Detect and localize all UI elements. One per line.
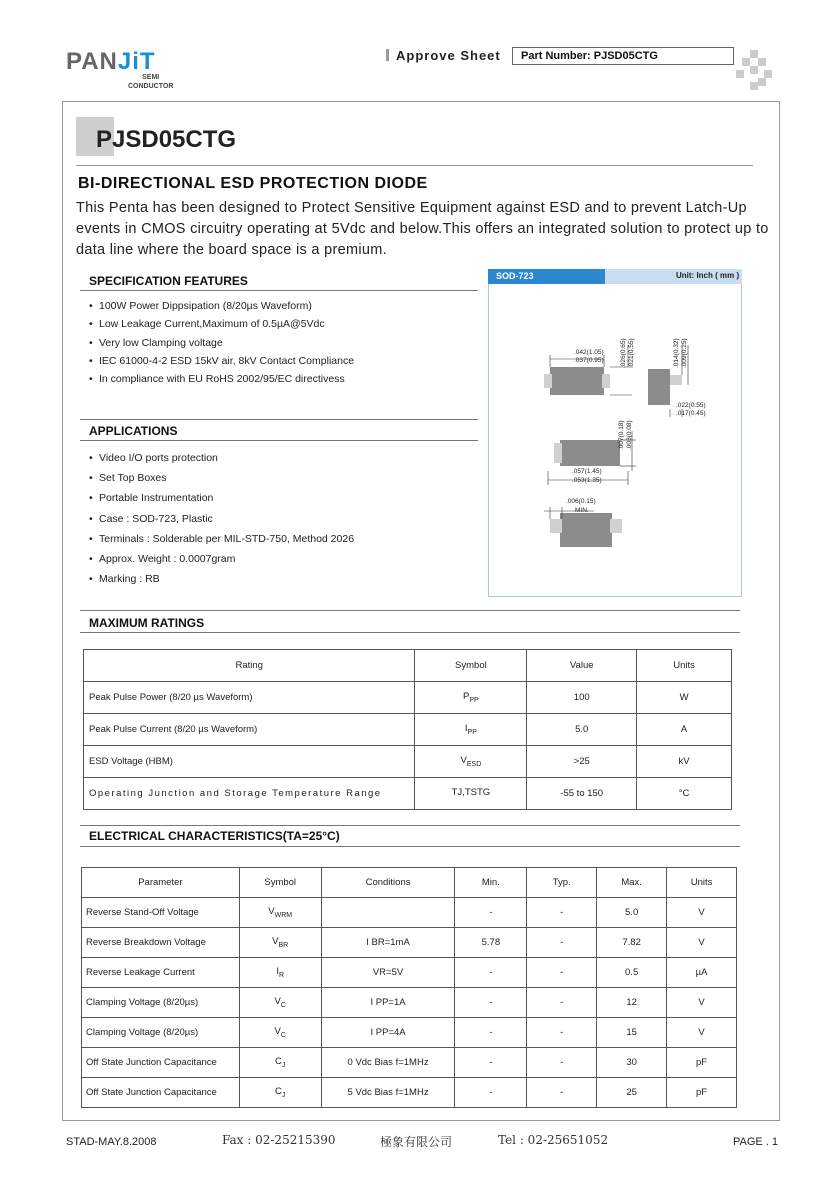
elec-max-cell: 15 xyxy=(597,1018,667,1048)
rating-symbol-subscript: PP xyxy=(469,696,479,704)
dim-bottom-height-min: .003(0.08) xyxy=(626,420,633,450)
rating-units-cell: kV xyxy=(637,746,732,778)
spec-feature-item: • In compliance with EU RoHS 2002/95/EC directivess xyxy=(89,370,354,388)
package-outline-drawing xyxy=(488,285,742,597)
elec-parameter-cell: Clamping Voltage (8/20µs) xyxy=(82,1018,240,1048)
spec-feature-item: • Very low Clamping voltage xyxy=(89,334,354,352)
elec-row xyxy=(82,1018,737,1048)
rating-symbol-cell xyxy=(415,778,527,810)
elec-row xyxy=(82,898,737,928)
logo-subtitle xyxy=(128,73,173,91)
dim-side-lead-max: .022(0.55) xyxy=(676,402,706,409)
elec-min-cell: - xyxy=(455,958,527,988)
elec-typ-cell: - xyxy=(527,1048,597,1078)
elec-row xyxy=(82,1078,737,1108)
elec-max-cell: 25 xyxy=(597,1078,667,1108)
dim-bottom-height-max: .007(0.18) xyxy=(618,420,625,450)
elec-conditions-cell: I BR=1mA xyxy=(321,928,455,958)
logo-jit-text: JiT xyxy=(117,48,156,75)
max-ratings-row xyxy=(84,714,732,746)
elec-typ-cell: - xyxy=(527,928,597,958)
footer-tel: Tel : 02-25651052 xyxy=(498,1133,609,1147)
package-name: SOD-723 xyxy=(488,269,605,284)
application-item: • Portable Instrumentation xyxy=(89,488,354,508)
elec-symbol-subscript: C xyxy=(280,1001,286,1009)
max-ratings-header-cell: Rating xyxy=(84,650,415,682)
application-item: • Terminals : Solderable per MIL-STD-750, Method 2026 xyxy=(89,529,354,549)
rating-symbol-subscript: ESD xyxy=(466,760,482,768)
elec-parameter-cell: Reverse Leakage Current xyxy=(82,958,240,988)
elec-max-cell: 12 xyxy=(597,988,667,1018)
elec-max-cell: 5.0 xyxy=(597,898,667,928)
elec-header-cell: Conditions xyxy=(321,868,455,898)
rating-symbol-cell xyxy=(415,714,527,746)
rating-name-cell: Peak Pulse Power (8/20 µs Waveform) xyxy=(84,682,415,714)
max-ratings-header-cell: Value xyxy=(527,650,637,682)
max-ratings-table xyxy=(83,649,732,810)
max-ratings-top-divider xyxy=(80,610,740,611)
checker-decoration-icon xyxy=(736,50,772,90)
elec-min-cell: - xyxy=(455,988,527,1018)
rating-name-cell: ESD Voltage (HBM) xyxy=(84,746,415,778)
elec-min-cell: 5.78 xyxy=(455,928,527,958)
application-item: • Case : SOD-723, Plastic xyxy=(89,509,354,529)
dim-bottom-length-min: .053(1.35) xyxy=(572,477,602,484)
elec-header-cell: Typ. xyxy=(527,868,597,898)
elec-min-cell: - xyxy=(455,1018,527,1048)
rating-units-cell: W xyxy=(637,682,732,714)
elec-symbol-cell xyxy=(239,928,321,958)
elec-symbol: V xyxy=(268,906,275,918)
elec-symbol-subscript: J xyxy=(281,1061,286,1069)
elec-parameter-cell: Off State Junction Capacitance xyxy=(82,1048,240,1078)
spec-features-divider xyxy=(80,290,478,291)
max-ratings-heading: MAXIMUM RATINGS xyxy=(89,616,205,630)
spec-feature-item: • IEC 61000-4-2 ESD 15kV air, 8kV Contact Compliance xyxy=(89,352,354,370)
elec-conditions-cell: 5 Vdc Bias f=1MHz xyxy=(321,1078,455,1108)
rating-symbol: V xyxy=(460,755,467,767)
elec-symbol: V xyxy=(272,936,279,948)
elec-units-cell: V xyxy=(667,898,737,928)
rating-value-cell: 5.0 xyxy=(527,714,637,746)
dim-side-height-min: .009(0.25) xyxy=(681,338,688,368)
elec-symbol: I xyxy=(276,966,279,978)
elec-row xyxy=(82,958,737,988)
applications-divider xyxy=(80,440,478,441)
elec-conditions-cell: VR=5V xyxy=(321,958,455,988)
package-unit: Unit: Inch ( mm ) xyxy=(676,271,740,280)
elec-header-cell: Units xyxy=(667,868,737,898)
rating-value-cell: 100 xyxy=(527,682,637,714)
footer-fax: Fax : 02-25215390 xyxy=(222,1133,336,1147)
application-item: • Set Top Boxes xyxy=(89,468,354,488)
elec-parameter-cell: Off State Junction Capacitance xyxy=(82,1078,240,1108)
applications-list xyxy=(89,448,354,589)
rating-symbol-subscript: PP xyxy=(467,728,477,736)
dim-lead-min-label: MIN. xyxy=(575,507,589,514)
max-ratings-header-cell: Units xyxy=(637,650,732,682)
elec-header-cell: Min. xyxy=(455,868,527,898)
elec-conditions-cell: I PP=1A xyxy=(321,988,455,1018)
dim-bottom-length-max: .057(1.45) xyxy=(572,468,602,475)
elec-symbol: C xyxy=(275,1056,282,1068)
max-ratings-row xyxy=(84,682,732,714)
max-ratings-row xyxy=(84,746,732,778)
application-item: • Approx. Weight : 0.0007gram xyxy=(89,549,354,569)
rating-value-cell: -55 to 150 xyxy=(527,778,637,810)
footer-company: 極象有限公司 xyxy=(380,1135,453,1149)
elec-max-cell: 30 xyxy=(597,1048,667,1078)
rating-units-cell: °C xyxy=(637,778,732,810)
rating-value-cell: >25 xyxy=(527,746,637,778)
elec-max-cell: 7.82 xyxy=(597,928,667,958)
application-item: • Marking : RB xyxy=(89,569,354,589)
elec-heading: ELECTRICAL CHARACTERISTICS(TA=25°C) xyxy=(89,829,340,843)
elec-symbol-subscript: WRM xyxy=(274,911,293,919)
logo-semi-text: SEMI xyxy=(142,74,160,81)
dim-top-width-min: .021(0.55) xyxy=(628,338,635,368)
elec-units-cell: pF xyxy=(667,1078,737,1108)
spec-features-list xyxy=(89,297,354,388)
max-ratings-header-cell: Symbol xyxy=(415,650,527,682)
elec-symbol-cell xyxy=(239,958,321,988)
dim-side-height-max: .014(0.32) xyxy=(673,338,680,368)
elec-min-cell: - xyxy=(455,1078,527,1108)
elec-symbol: C xyxy=(275,1086,282,1098)
rating-name-cell: Operating Junction and Storage Temperature Range xyxy=(84,778,415,810)
title-divider xyxy=(76,165,753,166)
approve-sheet-label: Approve Sheet xyxy=(386,48,501,63)
elec-row xyxy=(82,988,737,1018)
elec-conditions-cell xyxy=(321,898,455,928)
spec-features-heading: SPECIFICATION FEATURES xyxy=(89,274,248,288)
dim-side-lead-min: .017(0.45) xyxy=(676,410,706,417)
footer-page-number: PAGE . 1 xyxy=(733,1136,779,1148)
elec-units-cell: V xyxy=(667,1018,737,1048)
elec-symbol-subscript: BR xyxy=(278,941,289,949)
elec-top-divider xyxy=(80,825,740,826)
dim-top-width-max: .026(0.65) xyxy=(620,338,627,368)
elec-min-cell: - xyxy=(455,898,527,928)
company-logo xyxy=(66,48,156,76)
elec-symbol-subscript: J xyxy=(281,1091,286,1099)
dim-top-length-max: .042(1.05) xyxy=(574,349,604,356)
elec-conditions-cell: 0 Vdc Bias f=1MHz xyxy=(321,1048,455,1078)
product-subtitle: BI-DIRECTIONAL ESD PROTECTION DIODE xyxy=(78,175,428,192)
product-description: This Penta has been designed to Protect Sensitive Equipment against ESD and to prevent Latch-Up events in CMOS circuitry operating at 5Vdc and below.This offers an integrated solution to protect up to data line where the board space is a premium. xyxy=(76,200,769,258)
electrical-characteristics-table xyxy=(81,867,737,1108)
elec-symbol-subscript: C xyxy=(280,1031,286,1039)
elec-symbol-cell xyxy=(239,988,321,1018)
elec-symbol-cell xyxy=(239,1048,321,1078)
elec-symbol: V xyxy=(274,1026,281,1038)
elec-max-cell: 0.5 xyxy=(597,958,667,988)
elec-conditions-cell: I PP=4A xyxy=(321,1018,455,1048)
elec-parameter-cell: Clamping Voltage (8/20µs) xyxy=(82,988,240,1018)
elec-parameter-cell: Reverse Stand-Off Voltage xyxy=(82,898,240,928)
elec-units-cell: V xyxy=(667,988,737,1018)
elec-typ-cell: - xyxy=(527,898,597,928)
elec-divider xyxy=(80,846,740,847)
elec-symbol-cell xyxy=(239,1078,321,1108)
rating-symbol: P xyxy=(463,691,470,703)
elec-typ-cell: - xyxy=(527,958,597,988)
rating-symbol-cell xyxy=(415,746,527,778)
elec-units-cell: V xyxy=(667,928,737,958)
max-ratings-row xyxy=(84,778,732,810)
elec-row xyxy=(82,1048,737,1078)
elec-symbol-subscript: R xyxy=(278,971,285,979)
elec-header-cell: Parameter xyxy=(82,868,240,898)
elec-header-cell: Max. xyxy=(597,868,667,898)
elec-symbol-cell xyxy=(239,898,321,928)
elec-row xyxy=(82,928,737,958)
part-number-box: Part Number: PJSD05CTG xyxy=(512,47,734,65)
elec-typ-cell: - xyxy=(527,988,597,1018)
elec-symbol: V xyxy=(274,996,281,1008)
rating-symbol: TJ,TSTG xyxy=(451,787,491,799)
spec-feature-item: • Low Leakage Current,Maximum of 0.5µA@5Vdc xyxy=(89,315,354,333)
rating-units-cell: A xyxy=(637,714,732,746)
elec-units-cell: µA xyxy=(667,958,737,988)
rating-symbol: I xyxy=(464,723,468,735)
spec-feature-item: • 100W Power Dippsipation (8/20µs Waveform) xyxy=(89,297,354,315)
rating-name-cell: Peak Pulse Current (8/20 µs Waveform) xyxy=(84,714,415,746)
rating-symbol-cell xyxy=(415,682,527,714)
elec-header-cell: Symbol xyxy=(239,868,321,898)
footer-date: STAD-MAY.8.2008 xyxy=(66,1136,157,1148)
max-ratings-divider xyxy=(80,632,740,633)
applications-heading: APPLICATIONS xyxy=(89,424,178,438)
applications-top-divider xyxy=(80,419,478,420)
elec-parameter-cell: Reverse Breakdown Voltage xyxy=(82,928,240,958)
logo-pan-text: PAN xyxy=(66,48,118,75)
dim-top-length-min: .037(0.95) xyxy=(574,357,604,364)
dim-lead-min-value: .006(0.15) xyxy=(566,498,596,505)
elec-typ-cell: - xyxy=(527,1078,597,1108)
elec-typ-cell: - xyxy=(527,1018,597,1048)
elec-min-cell: - xyxy=(455,1048,527,1078)
application-item: • Video I/O ports protection xyxy=(89,448,354,468)
elec-units-cell: pF xyxy=(667,1048,737,1078)
elec-symbol-cell xyxy=(239,1018,321,1048)
page-title: PJSD05CTG xyxy=(96,126,237,153)
logo-conductor-text: CONDUCTOR xyxy=(128,83,174,90)
